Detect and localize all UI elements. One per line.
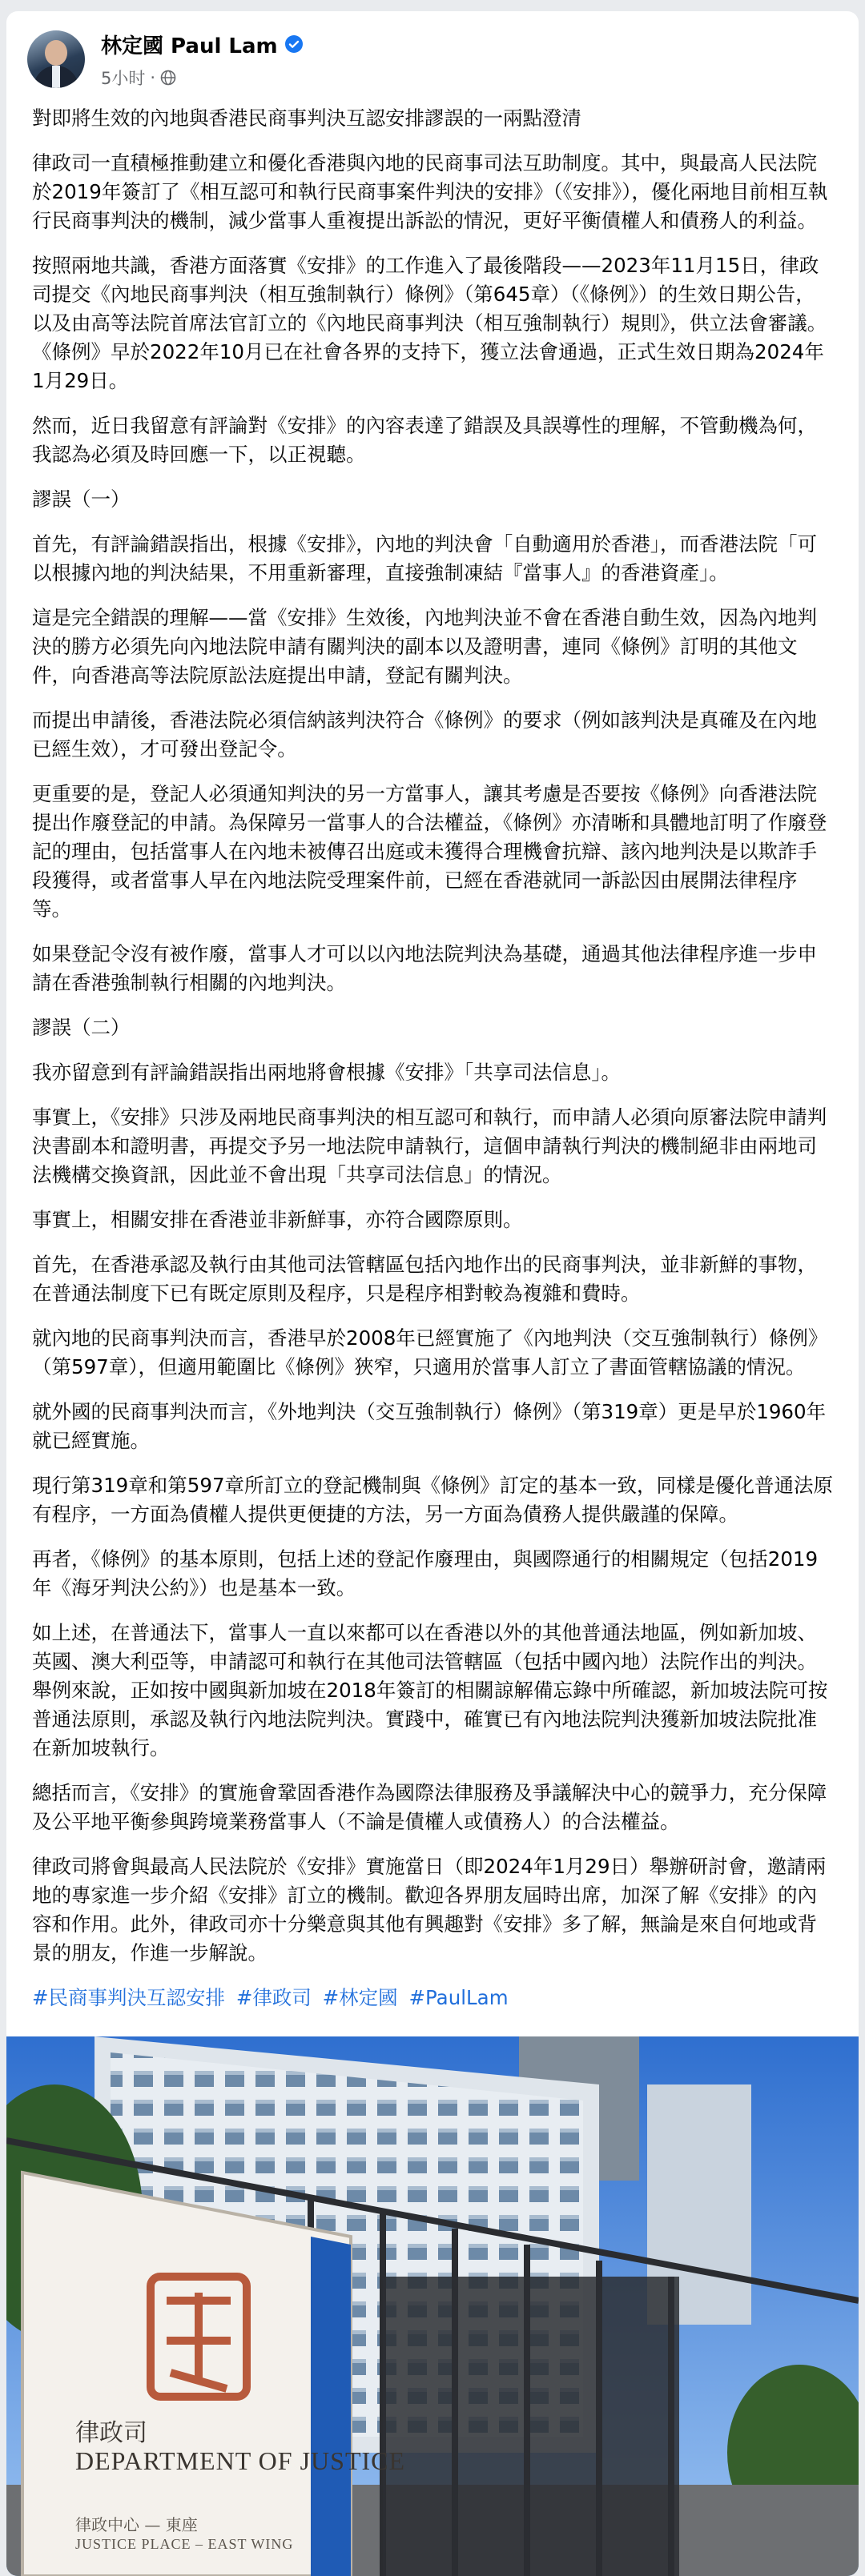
separator-dot: · <box>150 67 156 87</box>
post-paragraph: 如上述，在普通法下，當事人一直以來都可以在香港以外的其他普通法地區，例如新加坡、英國、澳大利亞等，申請認可和執行在其他司法管轄區（包括中國內地）法院作出的判決。舉例來說，正如按中國與新加坡在2018年簽訂的相關諒解備忘錄中所確認，新加坡法院可按普通法原則，承認及執行內地法院判決。實踐中，確實已有內地法院判決獲新加坡法院批准在新加坡執行。 <box>32 1621 828 1759</box>
sign-chinese: 律政司 <box>75 2419 147 2447</box>
post-paragraph: 事實上，《安排》只涉及兩地民商事判決的相互認可和執行，而申請人必須向原審法院申請判決書副本和證明書，再提交予另一地法院申請執行，這個申請執行判決的機制絕非由兩地司法機構交換資訊，因此並不會出現「共享司法信息」的情況。 <box>32 1105 827 1186</box>
hashtag-link[interactable]: #律政司 <box>235 1986 312 2009</box>
post-paragraph: 就內地的民商事判決而言，香港早於2008年已經實施了《內地判決（交互強制執行）條例》（第597章），但適用範圍比《條例》狹窄，只適用於當事人訂立了書面管轄協議的情況。 <box>32 1326 828 1378</box>
post-paragraph: 然而，近日我留意有評論對《安排》的內容表達了錯誤及具誤導性的理解，不管動機為何，我認為必須及時回應一下，以正視聽。 <box>32 414 817 466</box>
hashtag-link[interactable]: #PaulLam <box>408 1986 509 2009</box>
post-time[interactable]: 5小时 <box>101 68 146 88</box>
post-paragraph: 我亦留意到有評論錯誤指出兩地將會根據《安排》「共享司法信息」。 <box>32 1061 621 1084</box>
post-body <box>32 104 835 2028</box>
post-header <box>27 27 304 91</box>
post-paragraph: 就外國的民商事判決而言，《外地判決（交互強制執行）條例》（第319章）更是早於1960年就已經實施。 <box>32 1400 827 1452</box>
post-paragraph: 如果登記令沒有被作廢，當事人才可以以內地法院判決為基礎，通過其他法律程序進一步申請在香港強制執行相關的內地判決。 <box>32 942 817 994</box>
post-paragraph: 事實上，相關安排在香港並非新鮮事，亦符合國際原則。 <box>32 1208 523 1231</box>
globe-icon <box>160 70 176 86</box>
post-meta <box>101 30 304 90</box>
post-photo[interactable] <box>6 2036 859 2576</box>
post-card <box>6 11 859 2576</box>
post-paragraph: 首先，有評論錯誤指出，根據《安排》，內地的判決會「自動適用於香港」，而香港法院「可以根據內地的判決結果，不用重新審理，直接強制凍結『當事人』的香港資產」。 <box>32 532 817 584</box>
hashtag-link[interactable]: #林定國 <box>322 1986 398 2009</box>
post-paragraph: 再者，《條例》的基本原則，包括上述的登記作廢理由，與國際通行的相關規定（包括2019年《海牙判決公約》）也是基本一致。 <box>32 1547 819 1599</box>
post-paragraph: 按照兩地共識，香港方面落實《安排》的工作進入了最後階段——2023年11月15日，律政司提交《內地民商事判決（相互強制執行）條例》（第645章）（《條例》）的生效日期公告，以及由高等法院首席法官訂立的《內地民商事判決（相互強制執行）規則》，供立法會審議。《條例》早於2022年10月已在社會各界的支持下，獲立法會通過，正式生效日期為2024年1月29日。 <box>32 254 827 392</box>
hashtag-link[interactable]: #民商事判決互認安排 <box>32 1986 226 2009</box>
sign-english: DEPARTMENT OF JUSTICE <box>75 2446 406 2475</box>
post-paragraph: 對即將生效的內地與香港民商事判決互認安排謬誤的一兩點澄清 <box>32 106 581 130</box>
hashtag-row <box>32 1984 835 2012</box>
post-paragraph: 這是完全錯誤的理解——當《安排》生效後，內地判決並不會在香港自動生效，因為內地判決的勝方必須先向內地法院申請有關判決的副本以及證明書，連同《條例》訂明的其他文件，向香港高等法院原訟法庭提出申請，登記有關判決。 <box>32 606 817 687</box>
post-paragraph: 而提出申請後，香港法院必須信納該判決符合《條例》的要求（例如該判決是真確及在內地已經生效），才可發出登記令。 <box>32 708 817 760</box>
sign-place-english: JUSTICE PLACE – EAST WING <box>75 2536 294 2552</box>
post-paragraph: 律政司一直積極推動建立和優化香港與內地的民商事司法互助制度。其中，與最高人民法院於2019年簽訂了《相互認可和執行民商事案件判決的安排》（《安排》），優化兩地目前相互執行民商事判決的機制，減少當事人重複提出訴訟的情況，更好平衡債權人和債務人的利益。 <box>32 151 828 232</box>
post-paragraph: 律政司將會與最高人民法院於《安排》實施當日（即2024年1月29日）舉辦研討會，邀請兩地的專家進一步介紹《安排》訂立的機制。歡迎各界朋友屆時出席，加深了解《安排》的內容和作用。此外，律政司亦十分樂意與其他有興趣對《安排》多了解，無論是來自何地或背景的朋友，作進一步解說。 <box>32 1855 827 1964</box>
sign-place-chinese: 律政中心 — 東座 <box>75 2515 198 2534</box>
post-paragraph: 更重要的是，登記人必須通知判決的另一方當事人，讓其考慮是否要按《條例》向香港法院提出作廢登記的申請。為保障另一當事人的合法權益，《條例》亦清晰和具體地訂明了作廢登記的理由，包括當事人在內地未被傳召出庭或未獲得合理機會抗辯、該內地判決是以欺詐手段獲得，或者當事人早在內地法院受理案件前，已經在香港就同一訴訟因由展開法律程序等。 <box>32 782 827 921</box>
verified-badge-icon <box>284 34 304 54</box>
section-heading: 謬誤（一） <box>32 488 131 511</box>
author-name[interactable]: 林定國 Paul Lam <box>101 34 278 58</box>
post-paragraph: 現行第319章和第597章所訂立的登記機制與《條例》訂定的基本一致，同樣是優化普通法原有程序，一方面為債權人提供更便捷的方法，另一方面為債務人提供嚴謹的保障。 <box>32 1474 834 1526</box>
post-paragraph: 總括而言，《安排》的實施會鞏固香港作為國際法律服務及爭議解決中心的競爭力，充分保障及公平地平衡參與跨境業務當事人（不論是債權人或債務人）的合法權益。 <box>32 1781 827 1833</box>
avatar[interactable] <box>27 30 85 88</box>
post-paragraph: 首先，在香港承認及執行由其他司法管轄區包括內地作出的民商事判決，並非新鮮的事物，在普通法制度下已有既定原則及程序，只是程序相對較為複雜和費時。 <box>32 1253 817 1305</box>
building-photo <box>6 2036 859 2576</box>
section-heading: 謬誤（二） <box>32 1016 131 1039</box>
